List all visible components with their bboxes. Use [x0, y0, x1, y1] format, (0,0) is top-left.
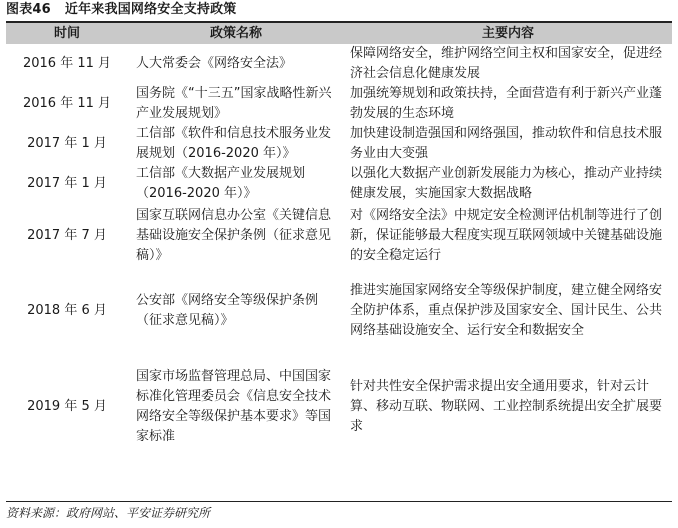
cell-time: 2016 年 11 月: [22, 96, 112, 111]
table-row: [6, 44, 672, 84]
header-policy-name: 政策名称: [128, 23, 344, 44]
figure-title: [6, 0, 237, 20]
figure-number: 图表46: [6, 2, 51, 17]
cell-time: 2017 年 1 月: [27, 136, 107, 151]
cell-time: 2016 年 11 月: [22, 56, 112, 71]
cell-time: 2017 年 7 月: [27, 228, 107, 243]
bottom-rule: [6, 501, 672, 502]
cell-time: 2019 年 5 月: [27, 399, 107, 414]
table-header-row: [6, 23, 672, 44]
table-row: [6, 124, 672, 164]
cell-policy-name: 国务院《“十三五”国家战略性新兴产业发展规划》: [136, 86, 332, 121]
header-time: 时间: [6, 23, 128, 44]
header-main-content: 主要内容: [344, 23, 672, 44]
table-row: [6, 84, 672, 124]
cell-time: 2017 年 1 月: [27, 176, 107, 191]
cell-content: 以强化大数据产业创新发展能力为核心，推动产业持续健康发展，实施国家大数据战略: [350, 166, 663, 201]
cell-time: 2018 年 6 月: [27, 303, 107, 318]
cell-content: 加强统筹规划和政策扶持，全面营造有利于新兴产业蓬勃发展的生态环境: [350, 86, 663, 121]
table-row: [6, 354, 672, 460]
cell-policy-name: 工信部《大数据产业发展规划（2016-2020 年）》: [136, 166, 306, 201]
cell-content: 针对共性安全保护需求提出安全通用要求，针对云计算、移动互联、物联网、工业控制系统提出安全扩展要求: [350, 379, 663, 434]
cell-content: 加快建设制造强国和网络强国，推动软件和信息技术服务业由大变强: [350, 126, 663, 161]
source-note: 资料来源：政府网站、平安证券研究所: [6, 506, 211, 520]
cell-policy-name: 公安部《网络安全等级保护条例（征求意见稿）》: [136, 293, 319, 328]
cell-policy-name: 工信部《软件和信息技术服务业发展规划（2016-2020 年）》: [136, 126, 332, 161]
cell-policy-name: 国家互联网信息办公室《关键信息基础设施安全保护条例（征求意见稿）》: [136, 208, 332, 263]
cell-content: 保障网络安全，维护网络空间主权和国家安全，促进经济社会信息化健康发展: [350, 46, 663, 81]
cell-policy-name: 人大常委会《网络安全法》: [136, 56, 293, 71]
table-row: [6, 268, 672, 354]
cell-content: 对《网络安全法》中规定安全检测评估机制等进行了创新，保证能够最大程度实现互联网领域中关键基础设施的安全稳定运行: [350, 208, 663, 263]
cell-policy-name: 国家市场监督管理总局、中国国家标准化管理委员会《信息安全技术网络安全等级保护基本要求》等国家标准: [136, 369, 332, 444]
table-row: [6, 204, 672, 268]
table-row: [6, 164, 672, 204]
policy-table: [6, 23, 672, 460]
cell-content: 推进实施国家网络安全等级保护制度，建立健全网络安全防护体系，重点保护涉及国家安全、国计民生、公共网络基础设施安全、运行安全和数据安全: [350, 283, 663, 338]
figure-caption: 近年来我国网络安全支持政策: [64, 2, 237, 17]
